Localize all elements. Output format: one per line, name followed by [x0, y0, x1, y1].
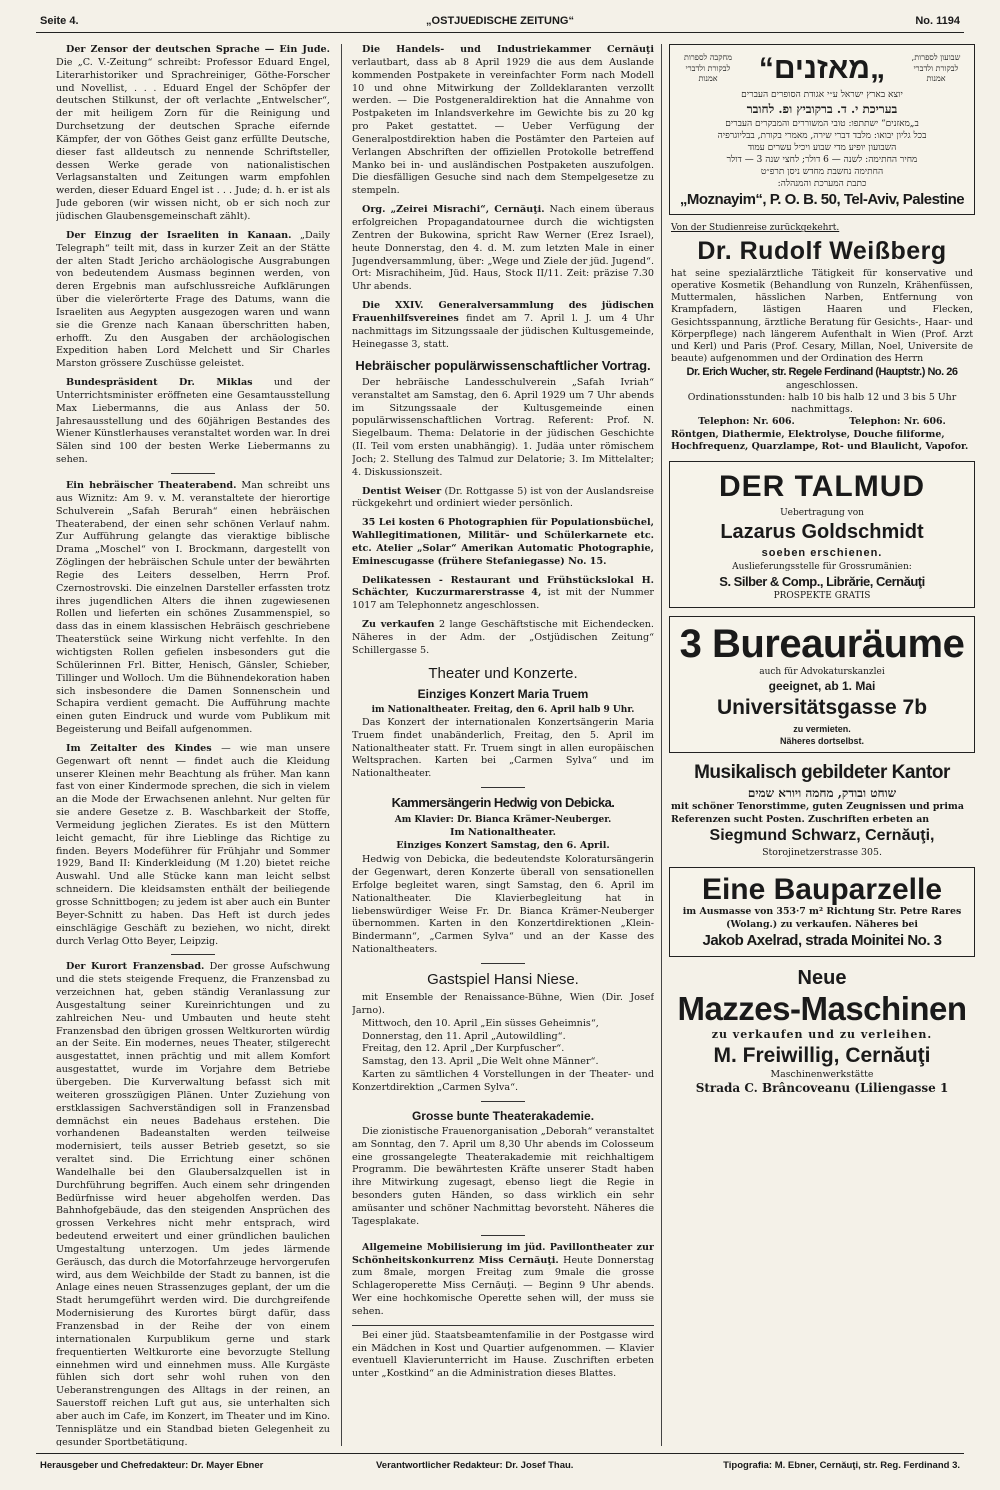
ad-kantor-name: Siegmund Schwarz, Cernăuţi, [709, 826, 935, 844]
footer-editor: Verantwortlicher Redakteur: Dr. Josef Thau. [376, 1460, 574, 1471]
ad-talmud-title: DER TALMUD [718, 470, 926, 503]
ad-talmud-line: Uebertragung von [780, 508, 864, 519]
concert-truem [352, 717, 654, 781]
page-footer [36, 1453, 964, 1476]
footer-printer: Tipografia: M. Ebner, Cernăuţi, str. Reg. Ferdinand 3. [723, 1460, 960, 1471]
notice-body: Bei einer jüd. Staatsbeamtenfamilie in der Postgasse wird ein Mädchen in Kost und Quartier aufgenommen. — Klavier eventuell Klavierunterricht im Hause. Zuschriften erbeten unter „Kostkind“ an die Administration dieses Blattes. [352, 1329, 654, 1380]
ad-kantor-title: Musikalisch gebildeter Kantor [694, 761, 950, 783]
separator [352, 1325, 654, 1326]
notice-verkaufen [352, 619, 654, 658]
column-right [669, 44, 975, 1446]
ad-mazzes-line: Maschinenwerkstätte [770, 1069, 874, 1081]
article-title: Der Zensor der deutschen Sprache — Ein Jude. [66, 44, 330, 55]
ad-bureau-line: Näheres dortselbst. [779, 735, 865, 746]
article-body: Die „C. V.-Zeitung“ schreibt: Professor Eduard Engel, Literarhistoriker und Sprachreiniger, Göthe-Forscher und Novellist, . . . Eduard Engel der Schöpfer der deutschen Stilkunst, der oft verlachte „Entwelscher“, der mit heiligem Zorn für die Reinigung und Durchsetzung der deutschen Sprache eifernde Kämpfer, der von Göthes Geist ganz erfüllte Deutsche, dieser fast alldeutsch zu nennende Schriftsteller, dessen Werke gerade von nationalistischen Verlagsanstalten und Zeitungen warm empfohlen werden, dieser Eduard Engel ist . . . Jude; d. h. er ist als Jude geboren (wir wissen nicht, ob er sich noch zur jüdischen Glaubensgemeinschaft zählt). [56, 56, 330, 222]
notice-restaurant [352, 575, 654, 614]
concert-debicka [352, 854, 654, 957]
ad-bureau-line: zu vermieten. [793, 723, 851, 734]
article-body: Man schreibt uns aus Wiznitz: Am 9. v. M. veranstaltete der hierortige Schulverein „Safah Berurah“ einen hebräischen Theaterabend, der einen sehr schönen Verlauf nahm. Zur Aufführung gelangte das vieraktige biblische Drama „Moschel“ von I. Brockmann, dargestellt von Zöglingen der hebräischen Schule unter der bewährten Regie des Leiters desselben, Herrn Prof. Czernostrovski. Die einzelnen Darsteller erfassten trotz ihres jugendlichen Alters die ihnen zugewiesenen Rollen und lieferten ein schönes Zusammenspiel, so dass das in einem klassischen Hebräisch geschriebene Theaterstück seine Wirkung nicht verfehlte. In den wichtigsten Rollen gefielen insbesonders gut die Schülerinnen Frl. Bitter, Henisch, Gänsler, Schieber, Tillinger und Wolloch. Um die Bühnendekoration haben sich insbesondere die Damen Sonnenschein und Schapira verdient gemacht. Die Aufführung machte einen guten Eindruck und wurde vom Publikum mit Begeisterung und Beifall aufgenommen. [56, 480, 330, 736]
notice-body: Nach einem überaus erfolgreichen Propagandatournee durch die wichtigsten Zentren der Bukowina, spricht Raw Werner (Erez Israel), heute Donnerstag, den 4. d. M. zum letzten Male in einer Jugendversammlung, über: „Wege und Ziele der jüd. Jugend“. Ort: Misrachiheim, Jüd. Haus, Stock II/11. Zeit: präzise 7.30 Uhr abends. [352, 204, 654, 293]
notice-dentist [352, 486, 654, 512]
notice-handelskammer [352, 44, 654, 198]
article-title: Ein hebräischer Theaterabend. [66, 480, 237, 491]
notice-title: Allgemeine Mobilisierung im jüd. Pavillontheater zur Schönheitskonkurrenz Miss Cernăuţi. [352, 1241, 654, 1266]
ad-moznayim-line: כתבת המערכת והמנהלה: [777, 179, 867, 190]
ad-moznayim [669, 44, 975, 215]
ad-bauparzelle [669, 867, 975, 957]
concert-body: Hedwig von Debicka, die bedeutendste Koloratursängerin der Gegenwart, deren Konzerte überall von sensationellen Erfolge begleitet waren, singt Samstag, den 6. April im Nationaltheater. Die Klavierbegleitung hat in liebenswürdiger Weise Fr. Dr. Bianca Krämer-Neuberger übernommen. Karten in den Konzertdirektionen „Klein-Bindermann“, „Carmen Sylva“ und an der Kasse des Nationaltheaters. [352, 854, 654, 956]
section-heading: Theater und Konzerte. [428, 664, 578, 682]
newspaper-title: „OSTJUEDISCHE ZEITUNG“ [426, 15, 574, 27]
column-rule [341, 44, 342, 1446]
notice-photo [352, 517, 654, 568]
guest-intro: mit Ensemble der Renaissance-Bühne, Wien (Dir. Josef Jarno). [352, 992, 654, 1016]
ad-mazzes-line: zu verkaufen und zu verleihen. [711, 1027, 933, 1041]
article-title: Der Einzug der Israeliten in Kanaan. [66, 229, 292, 241]
ad-moznayim-line: השבועון יופיע מדי שבוע ויכיל עשרים עמוד [747, 142, 897, 153]
ad-moznayim-line: מחיר החתימה: לשנה — 6 דולר; לחצי שנה 3 — דולר [726, 154, 918, 165]
ad-mazzes-address: Strada C. Brâncoveanu (Liliengasse 1 [695, 1081, 949, 1096]
ad-bureau-title: 3 Bureauräume [679, 622, 965, 667]
academy-heading: Grosse bunte Theaterakademie. [411, 1108, 595, 1123]
ad-weissberg-note: Von der Studienreise zurückgekehrt. [671, 223, 840, 234]
notice-title: 35 Lei kosten 6 Photographien für Populationsbüchel, Wahllegitimationen, Militär- und Schülerkarnete etc. etc. Atelier „Solar“ Amerikan Automatic Photographie, Eminescugasse (frühere Stefaniegasse) No. 15. [352, 517, 654, 567]
ad-bureau-line: geeignet, ab 1. Mai [768, 679, 876, 694]
ad-weissberg-services: Röntgen, Diathermie, Elektrolyse, Douche filiforme, Hochfrequenz, Quarzlampe, Rot- und Blaulicht, Vapofor. [671, 428, 969, 452]
separator [171, 954, 215, 955]
ad-weissberg-phone: Telephon: Nr. 606. [849, 416, 946, 428]
ad-weissberg-connect: angeschlossen. [785, 379, 859, 391]
article-franzensbad [56, 961, 330, 1446]
ad-moznayim-line: יוצא בארץ ישראל ע״י אגודת הסופרים העברים [741, 90, 903, 101]
ad-weissberg-phones [671, 416, 973, 428]
guest-niese [352, 992, 654, 1095]
ad-moznayim-left: מחקבה לספרות לבקורת ולדברי אמנות [683, 52, 733, 84]
ad-moznayim-address: „Moznayim“, P. O. B. 50, Tel-Aviv, Palestine [679, 191, 965, 209]
notice-frauenhilfsverein [352, 300, 654, 351]
notice-body: Heute Donnerstag zum 8male, morgen Freitag zum 9male die grosse Schlageroperette Miss Cernăuţi. — Beginn 9 Uhr abends. Wer eine hochkomische Operette sehen will, der muss sie sehen. [352, 1254, 654, 1317]
ad-weissberg [669, 223, 975, 453]
article-kanaan [56, 230, 330, 371]
ad-talmud-author: Lazarus Goldschmidt [720, 521, 924, 544]
article-zeitalter [56, 743, 330, 949]
ad-weissberg-hours: Ordinationsstunden: halb 10 bis halb 12 und 3 bis 5 Uhr nachmittags. [687, 391, 957, 416]
ad-mazzes [669, 965, 975, 1097]
notice-pavillon [352, 1242, 654, 1319]
ad-moznayim-line: החתימה נחשבת מחדש ניסן תרפ״ט [760, 167, 884, 178]
concert-subline: Im Nationaltheater. [449, 826, 557, 838]
page-header [36, 12, 964, 33]
ad-kantor [669, 761, 975, 859]
guest-date: Freitag, den 12. April „Der Kurpfuscher“. [362, 1043, 565, 1055]
ad-talmud-line: soeben erschienen. [761, 547, 883, 560]
lecture-heading: Hebräischer populärwissenschaftlicher Vortrag. [355, 358, 651, 374]
ad-kantor-hebrew: שוחט ובודק, מחמה ויורא שמים [747, 786, 897, 801]
ad-talmud-seller: S. Silber & Comp., Librărie, Cernăuţi [719, 573, 925, 589]
column-middle [352, 44, 654, 1446]
academy-deborah [352, 1126, 654, 1229]
guest-date: Samstag, den 13. April „Die Welt ohne Männer“. [362, 1056, 599, 1068]
footer-publisher: Herausgeber und Chefredakteur: Dr. Mayer Ebner [40, 1460, 264, 1471]
ad-weissberg-phone: Telephon: Nr. 606. [698, 416, 795, 428]
separator [481, 963, 525, 964]
notice-title: Org. „Zeirei Misrachi“, Cernăuţi. [362, 204, 545, 216]
ad-kantor-address: Storojinetzerstrasse 305. [762, 846, 882, 858]
page-number-label: Seite 4. [40, 15, 79, 27]
guest-date: Donnerstag, den 11. April „Autowildling“. [362, 1030, 566, 1042]
article-body: und der Unterrichtsminister eröffneten eine Gesamtausstellung Max Liebermanns, die aus Anlass der 50. Jahresausstellung und des 60jährigen Bestandes des Wiener Künstlerhauses veranstaltet worden war. In drei Sälen sind 100 der besten Werke Liebermanns zu sehen. [56, 377, 330, 466]
separator [481, 1101, 525, 1102]
notice-kostkind [352, 1330, 654, 1381]
article-miklas [56, 377, 330, 467]
notice-title: Die Handels- und Industriekammer Cernăuţi [362, 44, 654, 55]
ad-bureau-line: auch für Advokaturskanzlei [759, 667, 885, 678]
ad-bau-title: Eine Bauparzelle [701, 872, 943, 906]
notice-title: Zu verkaufen [362, 619, 435, 631]
ad-talmud-line: PROSPEKTE GRATIS [773, 591, 871, 602]
ad-bau-name: Jakob Axelrad, strada Moinitei No. 3 [702, 932, 942, 950]
ad-moznayim-right: שבועון לספרות, לבקורת ולדברי אמנות [911, 52, 961, 84]
academy-body: Die zionistische Frauenorganisation „Deborah“ veranstaltet am Sonntag, den 7. April um 8,30 Uhr abends im Colosseum eine grossangelegte Theaterakademie mit reichhaltigem Programm. Die bewährtesten Kräfte unserer Stadt haben ihre Mitwirkung zugesagt, ebenso liegt die Regie in besonders guten Händen, so dass wirklich ein sehr amüsanter und schöner Nachmittag bevorsteht. Näheres die Tagesplakate. [352, 1125, 654, 1227]
column-left [56, 44, 330, 1446]
ad-mazzes-line: Neue [797, 967, 847, 990]
issue-number: No. 1194 [915, 15, 960, 27]
guest-date: Mittwoch, den 10. April „Ein süsses Geheimnis“, [362, 1017, 599, 1029]
separator [481, 787, 525, 788]
notice-title: Die XXIV. Generalversammlung des jüdischen Frauenhilfsvereines [352, 300, 654, 324]
article-title: Im Zeitalter des Kindes [66, 742, 212, 754]
ad-moznayim-line: בעריכת י. ד. ברקוביץ ופ. לחובר [746, 102, 898, 117]
ad-talmud [669, 461, 975, 608]
concert-heading: Kammersängerin Hedwig von Debicka. [391, 795, 615, 811]
ad-bureau-address: Universitätsgasse 7b [716, 696, 928, 720]
article-theaterabend [56, 480, 330, 737]
article-title: Der Kurort Franzensbad. [66, 961, 205, 973]
notice-body: (Dr. Rottgasse 5) ist von der Auslandsreise rückgekehrt und ordiniert wieder persönlich. [352, 485, 654, 510]
ad-moznayim-title: „מאזנים“ [758, 52, 886, 85]
guest-heading: Gastspiel Hansi Niese. [427, 971, 579, 989]
notice-title: Dentist Weiser [362, 485, 442, 497]
separator [171, 473, 215, 474]
concert-subline: Einziges Konzert Samstag, den 6. April. [396, 840, 610, 852]
ad-kantor-body: mit schöner Tenorstimme, guten Zeugnissen und prima Referenzen sucht Posten. Zuschriften erbeten an [671, 801, 964, 825]
ad-moznayim-line: ב„מאזנים“ ישתתפו: טובי המשוררים והמבקרים העברים [725, 118, 919, 129]
article-body: „Daily Telegraph“ teilt mit, dass in kurzer Zeit an der Stätte der alten Stadt Jericho archäologische Ausgrabungen von bedeutendem Ausmass beginnen werden, von deren Ergebnis man aufschlussreiche Aufklärungen über die vielerörterte Frage des Datums, wann die Israeliten aus Aegypten ausgezogen waren und wann sie die Grenze nach Kanaan überschritten haben, erhofft. Zu den Ausgaben der archäologischen Expedition haben Lord Melchett und Sir Charles Marston grössere Zuschüsse geleistet. [56, 229, 330, 370]
concert-body: Das Konzert der internationalen Konzertsängerin Maria Truem findet unabänderlich, Freitag, den 5. April im Nationaltheater statt. Fr. Truem singt in allen europäischen Weltsprachen. Karten bei „Carmen Sylva“ und im Nationaltheater. [352, 716, 654, 780]
notice-body: findet am 7. April l. J. um 4 Uhr nachmittags im Sitzungssaale der jüdischen Kultusgemeinde, Heinegasse 3, statt. [352, 312, 654, 350]
notice-body: verlautbart, dass ab 8 April 1929 die aus dem Auslande kommenden Postpakete in vereinfachter Form nach Modell 10 und ohne Mitwirkung der Zolldeklaranten verzollt werden. — Die Postgeneraldirektion hat die Annahme von Postpaketen im Inlandsverkehre im Gewichte bis zu 20 kg pro Paket gestattet. — Ueber Verfügung der Generalpostdirektion haben die Postämter den Parteien auf Verlangen Abschriften der offiziellen Protokolle betreffend Manko bei in- und ausländischen Postpaketen auszufolgen. Die diesfälligen Gesuche sind nach dem Stempelgesetze zu stempeln. [352, 56, 654, 197]
article-body: — wie man unsere Gegenwart oft nennt — findet auch die Kleidung unserer Kleinen mehr Beachtung als früher. Man kann fast von einer Kindermode sprechen, die sich in vielem an die Mode der Erwachsenen anlehnt. Nur gelten für sie andere Gesetze z. B. Waschbarkeit der Stoffe, Vermeidung jeglichen Zierates. Es ist den Müttern leicht gemacht, für ihre Lieblinge das Richtige zu finden. Beyers Modeführer für Frühjahr und Sommer 1929, Band II: Kinderkleidung (M 1.20) bietet reiche Auswahl. Und alle Stücke kann man leicht selbst schneidern. Die kleidsamsten enthält der beiliegende grosse Schnittbogen; zu jedem ist aber auch ein Bunter Beyer-Schnitt zu haben. Das Heft ist durch jedes einschlägige Geschäft zu beziehen, wo nicht, direkt durch Verlag Otto Beyer, Leipzig. [56, 742, 330, 947]
ad-bau-body: im Ausmasse von 353·7 m² Richtung Str. Petre Rares (Wolang.) zu verkaufen. Näheres bei [682, 905, 962, 930]
ad-bureau [669, 616, 975, 752]
article-zensor [56, 44, 330, 224]
ad-talmud-line: Auslieferungsstelle für Grossrumänien: [732, 561, 912, 572]
notice-misrachi [352, 204, 654, 294]
ad-weissberg-name: Dr. Rudolf Weißberg [697, 237, 947, 266]
ad-weissberg-body: hat seine spezialärztliche Tätigkeit für konservative und operative Kosmetik (Behandlung von Runzeln, Krähenfüssen, Muttermalen, hässlichen Narben, Entfernung von Krampfadern, lästigen Haaren und Flecken, Gesichtsspannung, ärztliche Beratung für Gesichts-, Haar- und Körperpflege) nach längerem Aufenthalt in Wien (Prof. Arzt und Kerl) und Paris (Prof. Cesary, Millan, Noel, Universite de beaute) aufgenommen und der Ordination des Herrn [671, 267, 973, 365]
notice-body: 2 lange Geschäftstische mit Eichendecken. Näheres in der Adm. der „Ostjüdischen Zeitung“ Schillergasse 5. [352, 619, 654, 656]
ad-weissberg-doctor: Dr. Erich Wucher, str. Regele Ferdinand (Hauptstr.) No. 26 [686, 366, 958, 379]
concert-subline: im Nationaltheater. Freitag, den 6. April halb 9 Uhr. [371, 704, 635, 715]
notice-vortrag [352, 377, 654, 480]
ad-mazzes-title: Mazzes-Maschinen [677, 990, 967, 1028]
notice-title: Delikatessen - Restaurant und Frühstückslokal H. Schächter, Kuczurmarerstrasse 4, [352, 574, 654, 599]
concert-subline: Am Klavier: Dr. Bianca Krämer-Neuberger. [394, 814, 612, 825]
notice-body: ist mit der Nummer 1017 am Telephonnetz angeschlossen. [352, 587, 654, 612]
separator [481, 1235, 525, 1236]
ad-moznayim-line: בכל גליון יבואו: מלבד דברי שירה, מאמרי בקורת, בבליוגרפיה [717, 130, 927, 141]
concert-heading: Einziges Konzert Maria Truem [417, 686, 589, 701]
article-title: Bundespräsident Dr. Miklas [66, 377, 253, 389]
notice-body: Der hebräische Landesschulverein „Safah Ivriah“ veranstaltet am Samstag, den 6. April 1929 um 7 Uhr abends im Sitzungssaale der Kultusgemeinde einen populärwissenschaftlichen Vortrag. Referent: Prof. N. Siegelbaum. Thema: Delatorie in der jüdischen Geschichte (II. Teil vom ersten unabhängig). 1. Judäa unter römischem Joch; 2. Stellung des Talmud zur Delatorie; 3. Im Mittelalter; 4. Diskussionszeit. [352, 376, 654, 478]
guest-tickets: Karten zu sämtlichen 4 Vorstellungen in der Theater- und Konzertdirektion „Carmen Sylva“. [352, 1069, 654, 1094]
article-body: Der grosse Aufschwung und die stets steigende Frequenz, die Franzensbad zu verzeichnen hat, geben ständig Veranlassung zur Ausgestaltung seiner Kureinrichtungen und zu zahlreichen Neu- und Umbauten und heute steht Franzensbad den übrigen grossen Weltkurorten würdig an der Seite. Ein modernes, neues Theater, stilgerecht ausgestattet, innen prächtig und mit allem Komfort ausgestattet, wurde im Vorjahre dem Betriebe übergeben. Die Kurverwaltung befasst sich mit weiteren grosszügigen Plänen. Unter Zuziehung von erstklassigen Sachverständigen soll in Franzensbad demnächst ein neues Badehaus erstehen. Die vorhandenen Badeanstalten werden teilweise modernisiert, teils ausser Betrieb gesetzt, so sie veraltet sind. Die Errichtung einer schönen Wandelhalle bei den Glaubersalzquellen ist in Durchführung begriffen. Auch einem sehr dringenden Bedürfnisse wird heuer abgeholfen werden. Das Bahnhofgebäude, das den steigenden Ansprüchen des grossen Verkehres nicht mehr entsprach, wird bedeutend erweitert und einer gründlichen baulichen Umgestaltung unterzogen. Um jedes lärmende Geräusch, das durch die Motorfahrzeuge hervorgerufen wird, aus dem Weichbilde der Stadt zu bannen, ist die Anlage eines neuen Strassenzuges geplant, der um die Stadt herumgeführt werden wird. Die durchgreifende Modernisierung des Kurortes bürgt dafür, dass Franzensbad in der Reihe der von einem internationalen Kurpublikum gerne und stark frequentierten Weltkurorte eine bevorzugte Stellung einnehmen wird und einnehmen muss. Alle Kurgäste fühlen sich dort sehr wohl ruhen von den Ueberanstrengungen des Alltags in der reinen, an Sauerstoff reichen Luft gut aus, sie unterhalten sich aber auch im Cafe, im Konzert, im Theater und im Kino. Tennisplätze und ein Standbad bieten Gelegenheit zu gesunder Sportbetätigung. [56, 961, 330, 1446]
ad-mazzes-name: M. Freiwillig, Cernăuţi [713, 1043, 931, 1067]
column-rule [661, 44, 662, 1446]
